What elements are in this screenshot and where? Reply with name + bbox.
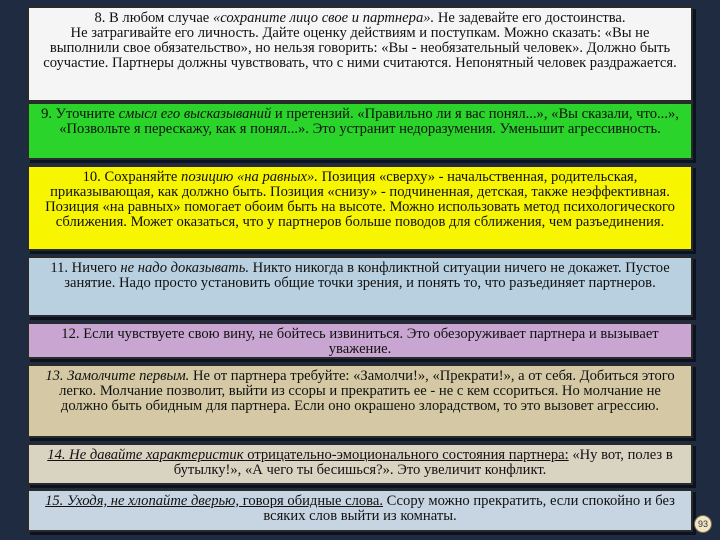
tip-10-emphasis: позицию «на равных». xyxy=(181,169,318,185)
tip-11-box xyxy=(27,256,693,317)
tip-15-underlined: говоря обидные слова. xyxy=(239,493,383,509)
tip-11-text: Никто никогда в конфликтной ситуации ничего не докажет. Пустое занятие. Надо просто установить общие точки зрения, и понять то, что разъединяет партнеров. xyxy=(64,260,670,291)
tip-8-text-b: Не затрагивайте его личность. Дайте оценку действиям и поступкам. Можно сказать: «Вы не выполнили свое обязательство», но нельзя говорить: «Вы - необязательный человек». Должно быть соучастие. Партнеры должны чувствовать, что с ними считаются. Непонятный человек раздражается. xyxy=(43,25,677,71)
tip-13-emphasis: 13. Замолчите первым. xyxy=(45,368,190,384)
tip-11-number-text: 11. Ничего xyxy=(50,260,121,276)
tip-11-emphasis: не надо доказывать. xyxy=(120,260,250,276)
page-number-badge: 93 xyxy=(694,515,712,533)
tip-13-box xyxy=(27,364,693,438)
tip-14-emphasis: 14. Не давайте характеристик xyxy=(47,447,244,463)
tip-9-emphasis: смысл его высказываний xyxy=(118,106,272,122)
tip-9-text: и претензий. «Правильно ли я вас понял...», «Вы сказали, что...», «Позвольте я перескажу, как я понял...». Это устранит недоразумения. Уменьшит агрессивность. xyxy=(59,106,679,137)
tip-10-number-text: 10. Сохраняйте xyxy=(82,169,182,185)
tip-14-box xyxy=(27,443,693,485)
tip-8-box xyxy=(27,6,693,102)
tip-14-text: «Ну вот, полез в бутылку!», «А чего ты бесишься?». Это увеличит конфликт. xyxy=(173,447,673,478)
tip-9-box xyxy=(27,102,693,160)
tip-9-number-text: 9. Уточните xyxy=(41,106,119,122)
tip-8-text-a: Не задевайте его достоинства. xyxy=(434,10,626,26)
tip-15-emphasis: 15. Уходя, не хлопайте дверью, xyxy=(45,493,240,509)
tip-10-box xyxy=(27,165,693,251)
tip-15-box xyxy=(27,489,693,532)
tip-14-underlined: отрицательно-эмоционального состояния партнера: xyxy=(243,447,569,463)
tip-8-emphasis: «сохраните лицо свое и партнера». xyxy=(212,10,435,26)
tip-12-box xyxy=(27,322,693,359)
tip-12-text: 12. Если чувствуете свою вину, не бойтесь извиниться. Это обезоруживает партнера и вызывает уважение. xyxy=(61,326,659,357)
tip-15-text: Ссору можно прекратить, если спокойно и без всяких слов выйти из комнаты. xyxy=(263,493,675,524)
tip-10-text: Позиция «сверху» - начальственная, родительская, приказывающая, как должно быть. Позиция «снизу» - подчиненная, детская, также неэффективная. Позиция «на равных» помогает обоим быть на высоте. Можно использовать метод психологического сближения. Может оказаться, что у партнеров больше поводов для сближения, чем разъединения. xyxy=(45,169,675,230)
tip-8-number-text: 8. В любом случае xyxy=(94,10,213,26)
tip-13-text: Не от партнера требуйте: «Замолчи!», «Прекрати!», а от себя. Добиться этого легко. Молчание позволит, выйти из ссоры и прекратить ее - не с кем ссориться. Но молчание не должно быть обидным для партнера. Если оно окрашено злорадством, то это вызовет агрессию. xyxy=(59,368,675,414)
